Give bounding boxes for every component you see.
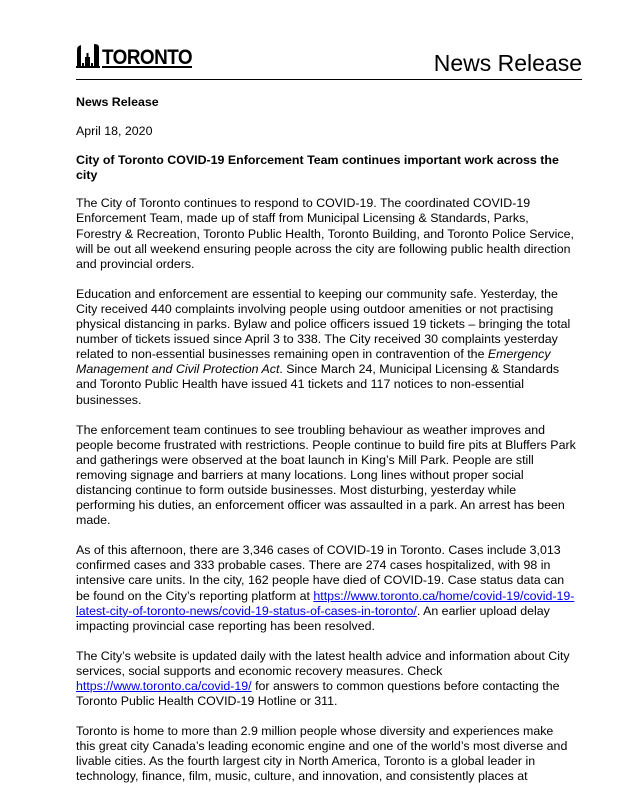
header-title: News Release	[433, 50, 582, 76]
logo-wordmark: TORONTO	[102, 46, 193, 69]
case-status-link[interactable]: https://www.toronto.ca/home/covid-19/covid-19-latest-city-of-toronto-news/covid-19-status-of-cases-in-toronto/	[76, 588, 575, 618]
paragraph-5-text-b: for answers to common questions before contacting the Toronto Public Health COVID-19 Hotline or 311.	[76, 679, 560, 709]
paragraph-3: The enforcement team continues to see troubling behaviour as weather improves and people become frustrated with restrictions. People continue to build fire pits at Bluffers Park and gatherings were observed at the boat launch in King’s Mill Park. People are still removing signage and barriers at many locations. Long lines without proper social distancing continue to form outside businesses. Most disturbing, yesterday while performing his duties, an enforcement officer was assaulted in a park. An arrest has been made.	[76, 422, 576, 528]
city-hall-icon	[76, 44, 100, 68]
paragraph-4-text-b: . An earlier upload delay impacting provincial case reporting has been resolved.	[76, 603, 550, 633]
release-body	[76, 95, 576, 800]
paragraph-5-text-a: The City’s website is updated daily with the latest health advice and information about City services, social supports and economic recovery measures. Check	[76, 648, 570, 678]
toronto-logo	[76, 44, 202, 68]
paragraph-2-text-a: Education and enforcement are essential to keeping our community safe. Yesterday, the City received 440 complaints involving people using outdoor amenities or not practising physical distancing in parks. Bylaw and police officers issued 19 tickets – bringing the total number of tickets issued since April 3 to 338. The City received 30 complaints yesterday related to non-essential businesses remaining open in contravention of the	[76, 286, 571, 362]
paragraph-4	[76, 543, 576, 634]
paragraph-1: The City of Toronto continues to respond to COVID-19. The coordinated COVID-19 Enforcement Team, made up of staff from Municipal Licensing & Standards, Parks, Forestry & Recreation, Toronto Public Health, Toronto Building, and Toronto Police Service, will be out all weekend ensuring people across the city are following public health direction and provincial orders.	[76, 196, 574, 271]
page-header	[76, 38, 582, 78]
covid-19-link[interactable]: https://www.toronto.ca/covid-19/	[76, 679, 252, 693]
header-divider	[76, 79, 582, 80]
paragraph-4-text-a: As of this afternoon, there are 3,346 cases of COVID-19 in Toronto. Cases include 3,013 confirmed cases and 333 probable cases. There are 274 cases hospitalized, with 98 in intensive care units. In the city, 162 people have died of COVID-19. Case status data can be found on the City’s reporting platform at	[76, 543, 565, 603]
paragraph-2	[76, 287, 576, 408]
paragraph-5	[76, 649, 576, 709]
release-date: April 18, 2020	[76, 124, 153, 139]
release-label: News Release	[76, 95, 159, 109]
paragraph-6: Toronto is home to more than 2.9 million people whose diversity and experiences make this great city Canada’s leading economic engine and one of the world’s most diverse and livable cities. As the fourth largest city in North America, Toronto is a global leader in technology, finance, film, music, culture, and innovation, and consistently places at	[76, 724, 568, 784]
release-headline: City of Toronto COVID-19 Enforcement Team continues important work across the city	[76, 153, 559, 183]
paragraph-2-text-b: . Since March 24, Municipal Licensing & Standards and Toronto Public Health have issued 41 tickets and 117 notices to non-essential businesses.	[76, 362, 560, 407]
act-title: Emergency Management and Civil Protection Act	[76, 347, 551, 377]
